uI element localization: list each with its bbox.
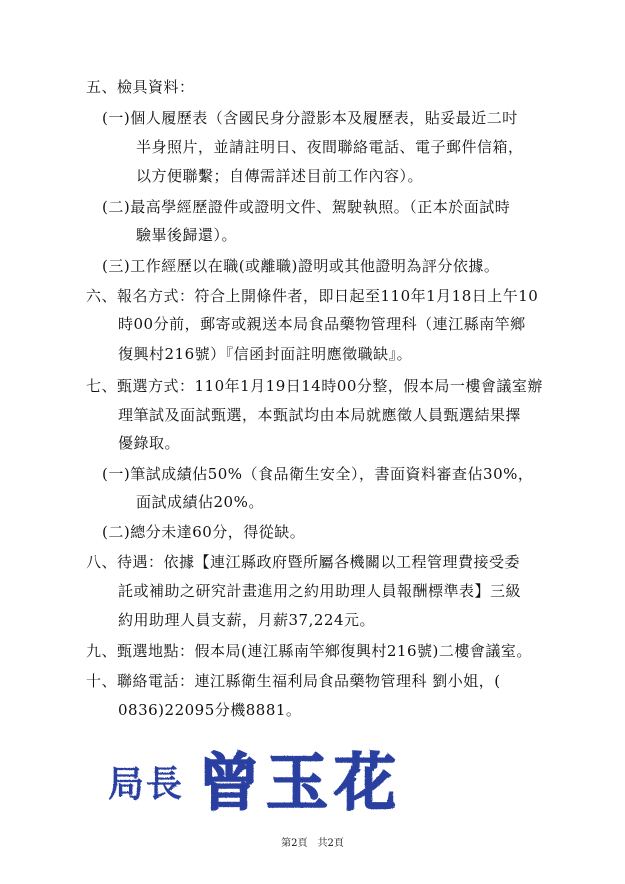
- section-10-line-2: 0836)22095分機8881。: [118, 701, 302, 719]
- section-9: 九、甄選地點：假本局(連江縣南竿鄉復興村216號)二樓會議室。: [86, 642, 532, 660]
- signature-title-text: 局長: [108, 763, 185, 805]
- item-5-2-line-1: (二)最高學經歷證件或證明文件、駕駛執照。（正本於面試時: [102, 198, 511, 216]
- section-10-line-1: 十、聯絡電話：連江縣衛生福利局食品藥物管理科 劉小姐，(: [86, 672, 501, 690]
- item-5-1-line-2: 半身照片，並請註明日、夜間聯絡電話、電子郵件信箱，: [136, 138, 524, 156]
- item-7-2: (二)總分未達60分，得從缺。: [102, 523, 306, 541]
- section-6-line-3: 復興村216號）『信函封面註明應徵職缺』。: [118, 345, 413, 363]
- page-footer: 第2頁 共2頁: [281, 838, 344, 849]
- section-8-line-3: 約用助理人員支薪，月薪37,224元。: [118, 611, 375, 629]
- section-7-line-3: 優錄取。: [118, 434, 181, 452]
- item-5-1-line-3: 以方便聯繫；自傳需詳述目前工作內容）。: [136, 167, 424, 185]
- signature-name-text: 曾玉花: [198, 746, 403, 819]
- item-5-2-line-2: 驗畢後歸還）。: [136, 226, 238, 244]
- director-signature-stamp: [106, 730, 406, 820]
- section-6-line-1: 六、報名方式：符合上開條件者，即日起至110年1月18日上午10: [86, 287, 539, 305]
- section-8-line-2: 託或補助之研究計畫進用之約用助理人員報酬標準表】三級: [118, 582, 522, 600]
- section-7-line-1: 七、甄選方式：110年1月19日14時00分整，假本局一樓會議室辦: [86, 377, 543, 395]
- section-7-line-2: 理筆試及面試甄選，本甄試均由本局就應徵人員甄選結果擇: [118, 406, 522, 424]
- section-8-line-1: 八、待遇：依據【連江縣政府暨所屬各機關以工程管理費接受委: [86, 553, 521, 571]
- section-6-line-2: 時00分前，郵寄或親送本局食品藥物管理科（連江縣南竿鄉: [118, 315, 526, 333]
- item-7-1-line-2: 面試成績佔20%。: [136, 493, 264, 511]
- section-5-heading: 五、檢具資料：: [86, 78, 195, 96]
- item-7-1-line-1: (一)筆試成績佔50%（食品衛生安全），書面資料審查佔30%，: [102, 465, 534, 483]
- item-5-3: (三)工作經歷以在職(或離職)證明或其他證明為評分依據。: [102, 257, 500, 275]
- item-5-1-line-1: (一)個人履歷表（含國民身分證影本及履歷表，貼妥最近二吋: [102, 109, 518, 127]
